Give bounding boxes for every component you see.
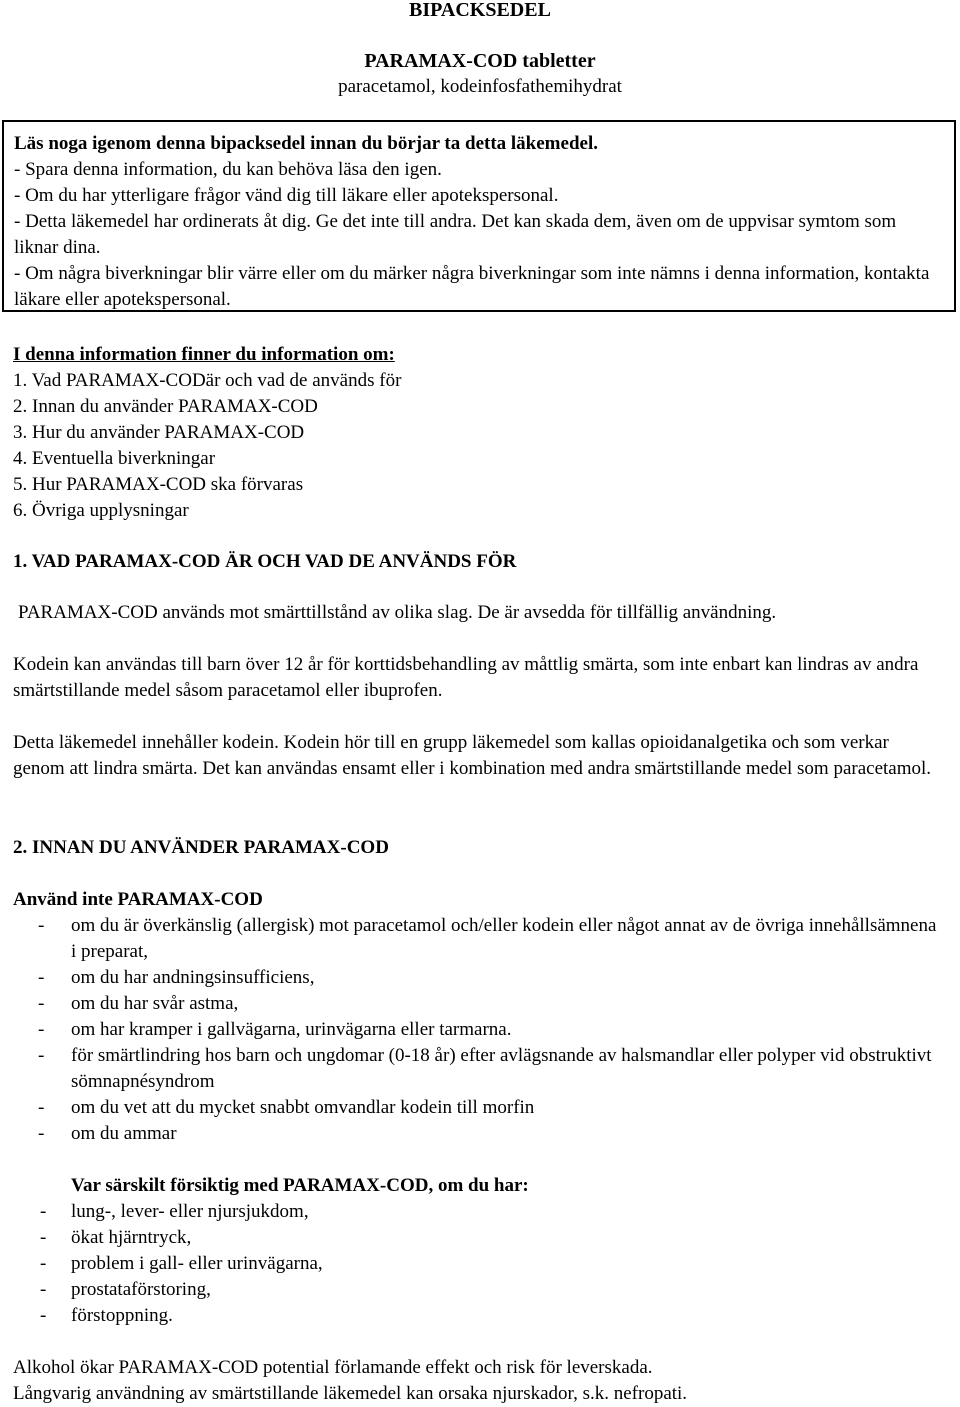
list-item: - ökat hjärntryck,: [40, 1227, 192, 1248]
list-item: - om har kramper i gallvägarna, urinvägarna eller tarmarna.: [38, 1019, 512, 1040]
toc-heading: I denna information finner du information om:: [13, 344, 395, 365]
list-item: - om du har svår astma,: [38, 993, 239, 1014]
section-1-heading: 1. VAD PARAMAX-COD ÄR OCH VAD DE ANVÄNDS FÖR: [13, 551, 517, 572]
section-2-heading: 2. INNAN DU ANVÄNDER PARAMAX-COD: [13, 837, 389, 858]
section-1-paragraph: PARAMAX-COD används mot smärttillstånd av olika slag. De är avsedda för tillfällig användning.: [18, 602, 777, 623]
read-carefully-box: [2, 120, 956, 312]
section-2: [13, 835, 943, 1407]
warning-line: - Spara denna information, du kan behöva läsa den igen.: [14, 159, 442, 180]
section-1: [13, 549, 943, 782]
alcohol-warning: Alkohol ökar PARAMAX-COD potential förlamande effekt och risk för leverskada.: [13, 1357, 653, 1378]
toc-item: 6. Övriga upplysningar: [13, 500, 189, 521]
list-item: - om du är överkänslig (allergisk) mot paracetamol och/eller kodein eller något annat av de övriga innehållsämnena i preparat,: [38, 915, 937, 962]
list-item: - om du ammar: [38, 1123, 177, 1144]
toc-item: 3. Hur du använder PARAMAX-COD: [13, 422, 305, 443]
toc-item: 5. Hur PARAMAX-COD ska förvaras: [13, 474, 304, 495]
warning-line: - Detta läkemedel har ordinerats åt dig. Ge det inte till andra. Det kan skada dem, även om de uppvisar symtom som liknar dina.: [14, 211, 897, 258]
long-term-warning: Långvarig användning av smärtstillande läkemedel kan orsaka njurskador, s.k. nefropati.: [13, 1383, 688, 1404]
list-item: - prostataförstoring,: [40, 1279, 211, 1300]
list-item: - lung-, lever- eller njursjukdom,: [40, 1201, 309, 1222]
toc-item: 2. Innan du använder PARAMAX-COD: [13, 396, 318, 417]
toc-item: 1. Vad PARAMAX-CODär och vad de används för: [13, 370, 402, 391]
list-item: - för smärtlindring hos barn och ungdomar (0-18 år) efter avlägsnande av halsmandlar eller polyper vid obstruktivt sömnapnésyndrom: [38, 1045, 932, 1092]
list-item: - problem i gall- eller urinvägarna,: [40, 1253, 323, 1274]
list-item: - om du har andningsinsufficiens,: [38, 967, 315, 988]
warning-line: - Om du har ytterligare frågor vänd dig till läkare eller apotekspersonal.: [14, 185, 559, 206]
document-title: BIPACKSEDEL: [409, 0, 551, 21]
read-carefully-heading: Läs noga igenom denna bipacksedel innan du börjar ta detta läkemedel.: [14, 133, 598, 154]
contraindication-list: [13, 913, 943, 1147]
toc-item: 4. Eventuella biverkningar: [13, 448, 216, 469]
caution-heading: Var särskilt försiktig med PARAMAX-COD, om du har:: [71, 1175, 529, 1196]
active-ingredients: paracetamol, kodeinfosfathemihydrat: [338, 76, 622, 97]
section-1-paragraph: Kodein kan användas till barn över 12 år för korttidsbehandling av måttlig smärta, som inte enbart kan lindras av andra smärtstillande medel såsom paracetamol eller ibuprofen.: [13, 654, 919, 701]
warning-line: - Om några biverkningar blir värre eller om du märker några biverkningar som inte nämns i denna information, kontakta läkare eller apotekspersonal.: [14, 263, 930, 310]
list-item: - förstoppning.: [40, 1305, 173, 1326]
caution-list: [13, 1199, 943, 1329]
table-of-contents: [13, 342, 943, 524]
section-1-paragraph: Detta läkemedel innehåller kodein. Kodein hör till en grupp läkemedel som kallas opioidanalgetika och som verkar genom att lindra smärta. Det kan användas ensamt eller i kombination med andra smärtstillande medel som paracetamol.: [13, 732, 932, 779]
do-not-use-heading: Använd inte PARAMAX-COD: [13, 889, 263, 910]
list-item: - om du vet att du mycket snabbt omvandlar kodein till morfin: [38, 1097, 535, 1118]
product-name: PARAMAX-COD tabletter: [364, 50, 596, 72]
